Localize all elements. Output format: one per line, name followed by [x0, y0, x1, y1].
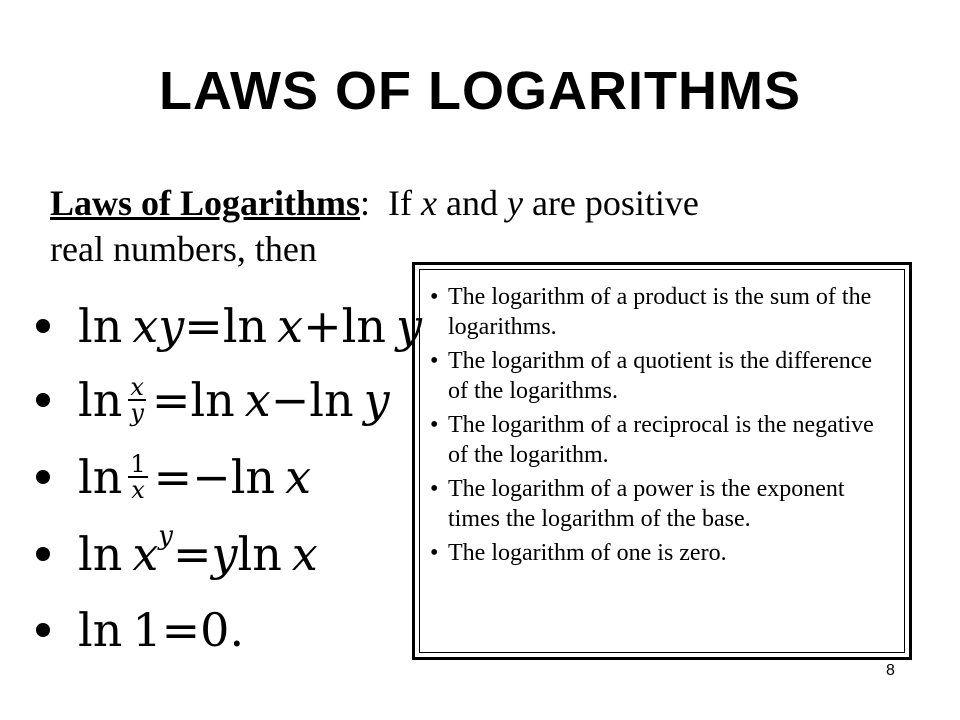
equals-sign: = — [153, 450, 193, 504]
number-zero: 0. — [200, 603, 245, 657]
equals-sign: = — [184, 299, 223, 353]
ln-symbol: ln — [78, 373, 123, 427]
ln-symbol: ln — [309, 373, 354, 427]
intro-text — [50, 180, 850, 272]
ln-symbol: ln — [190, 373, 235, 427]
slide-title: LAWS OF LOGARITHMS — [159, 61, 801, 121]
law-product-equation — [78, 299, 422, 353]
law-quotient — [36, 370, 416, 430]
number-one: 1 — [132, 603, 162, 657]
equals-sign: = — [161, 603, 201, 657]
law-power-equation — [78, 521, 318, 581]
var-y: y — [396, 299, 423, 353]
ln-symbol: ln — [78, 450, 123, 504]
explanation-item-quotient: • The logarithm of a quotient is the difference of the logarithms. — [430, 346, 894, 406]
ln-symbol: ln — [78, 299, 123, 353]
ln-symbol: ln — [222, 299, 268, 353]
laws-list — [36, 292, 423, 662]
exponent-y: y — [158, 521, 173, 551]
law-quotient-equation — [78, 373, 390, 427]
minus-sign: − — [270, 373, 310, 427]
intro-part2: and — [446, 183, 498, 223]
intro-lead: Laws of Logarithms — [50, 183, 361, 223]
intro-var-y: y — [506, 183, 523, 223]
intro-var-x: x — [421, 183, 437, 223]
law-product — [36, 296, 423, 356]
fraction-x-over-y — [128, 375, 146, 425]
equals-sign: = — [151, 373, 191, 427]
fraction-denominator: x — [131, 476, 145, 504]
explanation-item-one: • The logarithm of one is zero. — [430, 538, 894, 568]
law-reciprocal — [36, 447, 416, 507]
bullet-icon — [36, 623, 50, 637]
intro-part1: If — [388, 183, 413, 223]
law-one — [36, 600, 416, 660]
fraction-one-over-x — [128, 452, 147, 502]
ln-symbol: ln — [78, 603, 123, 657]
bullet-icon — [36, 393, 50, 407]
intro-line2: real numbers, then — [50, 229, 317, 269]
minus-sign: − — [192, 450, 231, 504]
equals-sign: = — [173, 527, 212, 581]
bullet-icon — [36, 470, 50, 484]
fraction-denominator: y — [130, 399, 144, 427]
intro-part3: are positive — [531, 183, 699, 223]
explanation-item-product: • The logarithm of a product is the sum of the logarithms. — [430, 282, 894, 342]
bullet-icon — [36, 319, 50, 333]
var-x: x — [285, 450, 312, 504]
explanation-item-power: • The logarithm of a power is the exponent times the logarithm of the base. — [430, 474, 894, 534]
var-y: y — [211, 527, 238, 581]
ln-symbol: ln — [237, 527, 282, 581]
bullet-icon — [36, 547, 50, 561]
law-one-equation — [78, 603, 244, 657]
page-number: 8 — [886, 662, 895, 679]
ln-symbol: ln — [230, 450, 276, 504]
var-x: x — [291, 527, 318, 581]
explanation-item-reciprocal: • The logarithm of a reciprocal is the negative of the logarithm. — [430, 410, 894, 470]
explanation-list — [430, 282, 894, 568]
law-power — [36, 521, 416, 584]
law-reciprocal-equation — [78, 450, 311, 504]
var-x: x — [244, 373, 271, 427]
var-x: x — [132, 527, 159, 581]
plus-sign: + — [303, 299, 342, 353]
ln-symbol: ln — [78, 527, 123, 581]
ln-symbol: ln — [341, 299, 387, 353]
intro-colon: : — [360, 183, 371, 223]
explanation-box — [412, 262, 912, 660]
fraction-numerator: 1 — [130, 450, 146, 478]
var-x: x — [277, 299, 304, 353]
var-y: y — [363, 373, 390, 427]
fraction-numerator: x — [130, 373, 144, 401]
var-xy: xy — [132, 299, 185, 353]
explanation-box-inner — [419, 269, 905, 653]
